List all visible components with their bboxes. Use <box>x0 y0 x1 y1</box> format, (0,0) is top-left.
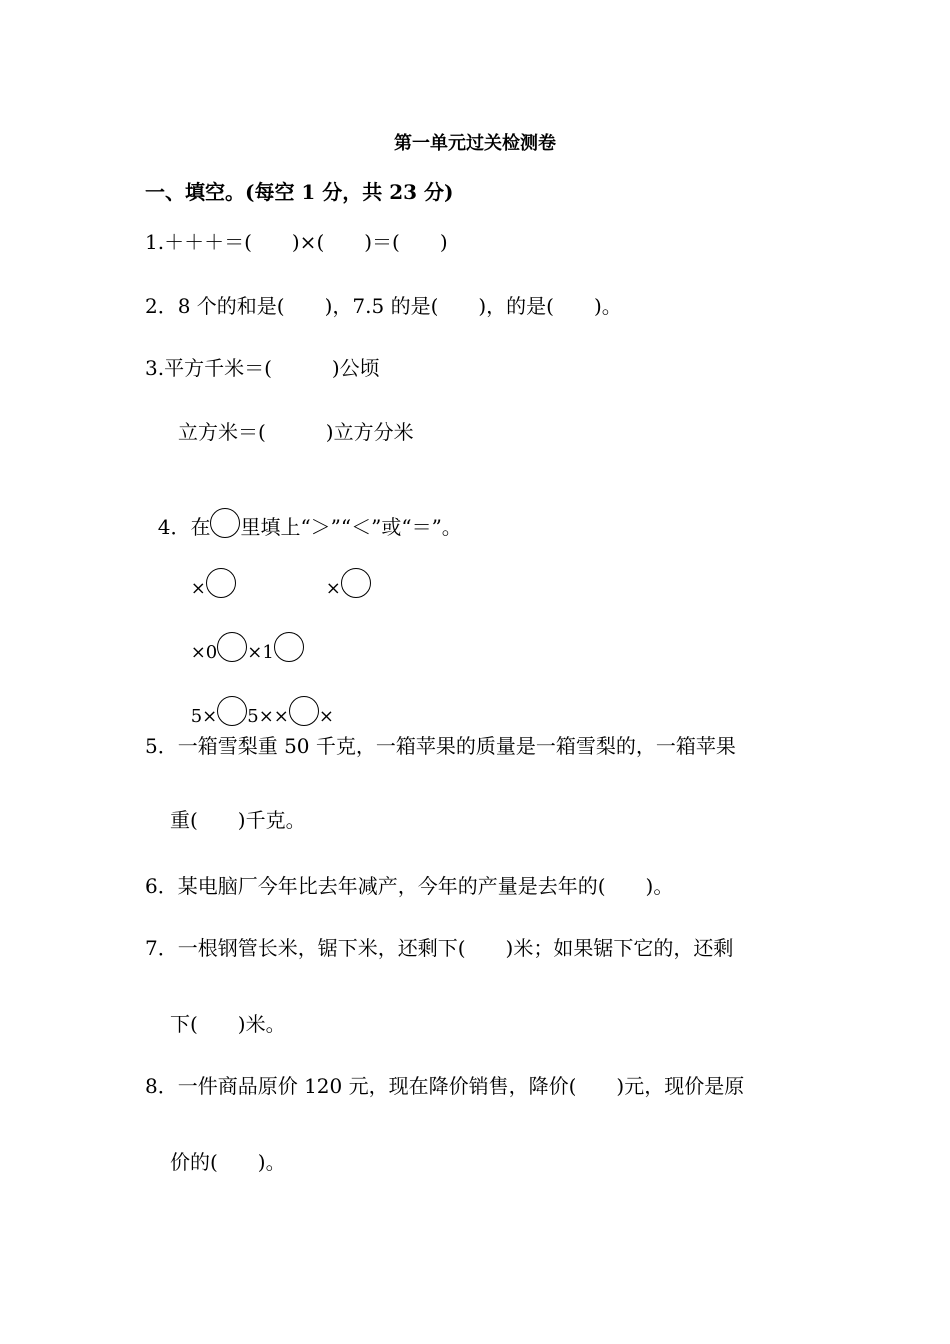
answer-circle[interactable] <box>217 632 247 662</box>
question-8-line-1: 8．一件商品原价 120 元，现在降价销售，降价( )元，现价是原 <box>145 1074 745 1098</box>
expression: ×1 <box>247 642 274 663</box>
question-4-prefix: 4．在 <box>157 515 211 539</box>
expression: × <box>318 706 334 727</box>
question-3-line-1: 3.平方千米＝( )公顷 <box>145 356 380 380</box>
answer-circle[interactable] <box>274 632 304 662</box>
expression: ×0 <box>190 642 218 663</box>
expression: × <box>325 578 341 599</box>
expression: 5×× <box>247 706 289 727</box>
answer-circle[interactable] <box>341 568 371 598</box>
question-3-line-2: 立方米＝( )立方分米 <box>178 420 414 444</box>
question-4-row-1-right <box>313 540 371 603</box>
question-4-row-1 <box>178 540 236 603</box>
question-4-row-2 <box>178 604 304 667</box>
section-heading-fill-blank: 一、填空。(每空 1 分，共 23 分) <box>145 180 454 204</box>
answer-circle[interactable] <box>210 508 240 538</box>
question-7-line-1: 7．一根钢管长米，锯下米，还剩下( )米；如果锯下它的，还剩 <box>145 936 734 960</box>
answer-circle[interactable] <box>217 696 247 726</box>
answer-circle[interactable] <box>206 568 236 598</box>
question-4-row-3 <box>178 668 334 731</box>
expression: × <box>190 578 206 599</box>
expression: 5× <box>190 706 218 727</box>
question-8-line-2: 价的( )。 <box>170 1150 286 1174</box>
page-title: 第一单元过关检测卷 <box>394 133 556 154</box>
question-4-instruction: 里填上“＞”“＜”或“＝”。 <box>240 515 462 539</box>
question-2: 2．8 个的和是( )，7.5 的是( )，的是( )。 <box>145 294 622 318</box>
question-7-line-2: 下( )米。 <box>170 1012 286 1036</box>
question-4 <box>145 480 462 541</box>
question-6: 6．某电脑厂今年比去年减产，今年的产量是去年的( )。 <box>145 874 674 898</box>
answer-circle[interactable] <box>289 696 319 726</box>
question-5-line-1: 5．一箱雪梨重 50 千克，一箱苹果的质量是一箱雪梨的，一箱苹果 <box>145 734 736 758</box>
question-5-line-2: 重( )千克。 <box>170 808 306 832</box>
question-1: 1.＋＋＋＝( )×( )＝( ) <box>145 230 448 254</box>
